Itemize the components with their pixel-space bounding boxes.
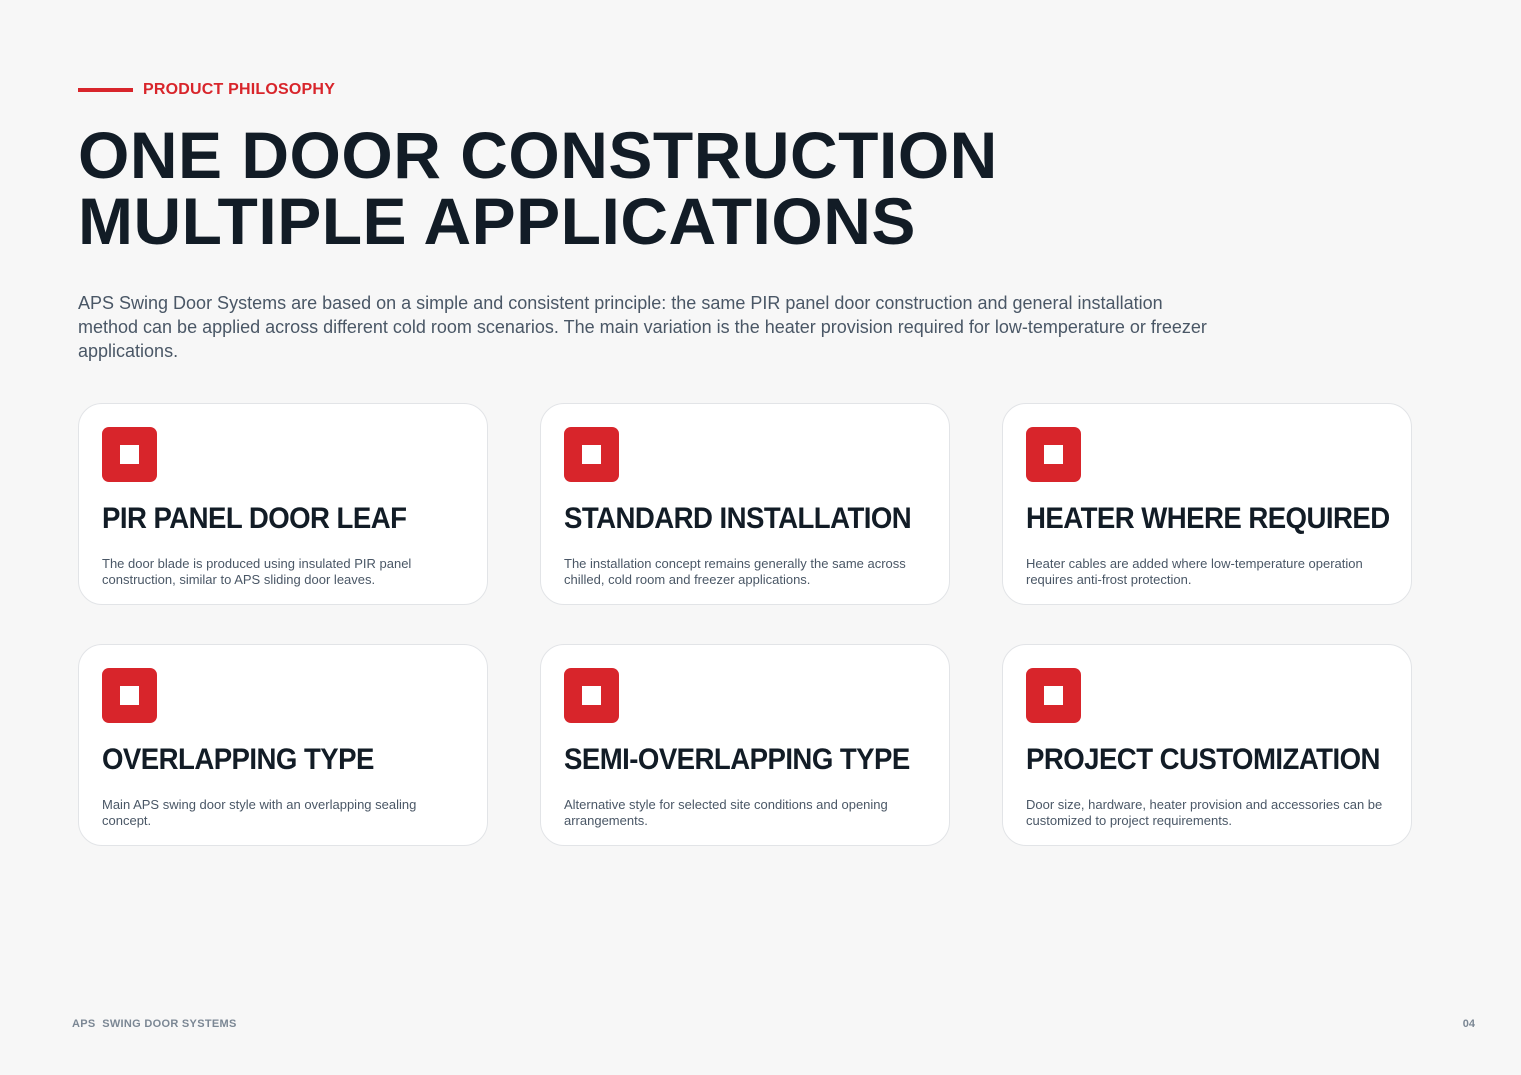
page-title-line-1: ONE DOOR CONSTRUCTION xyxy=(78,118,998,192)
page-title-line-2: MULTIPLE APPLICATIONS xyxy=(78,184,916,258)
card-description: Main APS swing door style with an overlapping sealing concept. xyxy=(102,797,417,828)
feature-card-pir-panel xyxy=(78,403,488,605)
square-icon xyxy=(564,668,619,723)
feature-cards-grid xyxy=(78,403,1412,846)
eyebrow-label: PRODUCT PHILOSOPHY xyxy=(143,81,336,98)
square-icon xyxy=(1026,427,1081,482)
card-title: PROJECT CUSTOMIZATION xyxy=(1026,743,1380,776)
card-title: SEMI-OVERLAPPING TYPE xyxy=(564,743,910,776)
feature-card-customization xyxy=(1002,644,1412,846)
footer-page-number: 04 xyxy=(1462,1018,1475,1030)
feature-card-overlapping xyxy=(78,644,488,846)
square-icon xyxy=(1026,668,1081,723)
card-description: Heater cables are added where low-temperature operation requires anti-frost protection. xyxy=(1026,556,1363,587)
feature-card-semi-overlapping xyxy=(540,644,950,846)
page-title xyxy=(78,118,998,258)
card-description: Alternative style for selected site conditions and opening arrangements. xyxy=(564,797,888,828)
card-title: PIR PANEL DOOR LEAF xyxy=(102,502,407,535)
card-title: OVERLAPPING TYPE xyxy=(102,743,374,776)
feature-card-standard-installation xyxy=(540,403,950,605)
eyebrow-accent-line xyxy=(78,88,133,92)
card-description: Door size, hardware, heater provision and accessories can be customized to project requirements. xyxy=(1026,797,1383,828)
card-title: HEATER WHERE REQUIRED xyxy=(1026,502,1390,535)
footer-brand: APS SWING DOOR SYSTEMS xyxy=(72,1018,237,1030)
intro-paragraph: APS Swing Door Systems are based on a simple and consistent principle: the same PIR panel door construction and general installation method can be applied across different cold room scenarios. The main variation is the heater provision required for low-temperature or freezer applications. xyxy=(78,293,1207,361)
section-eyebrow xyxy=(78,81,335,99)
feature-card-heater xyxy=(1002,403,1412,605)
square-icon xyxy=(102,668,157,723)
square-icon xyxy=(564,427,619,482)
card-description: The installation concept remains generally the same across chilled, cold room and freezer applications. xyxy=(564,556,906,587)
card-description: The door blade is produced using insulated PIR panel construction, similar to APS sliding door leaves. xyxy=(102,556,412,587)
square-icon xyxy=(102,427,157,482)
card-title: STANDARD INSTALLATION xyxy=(564,502,912,535)
